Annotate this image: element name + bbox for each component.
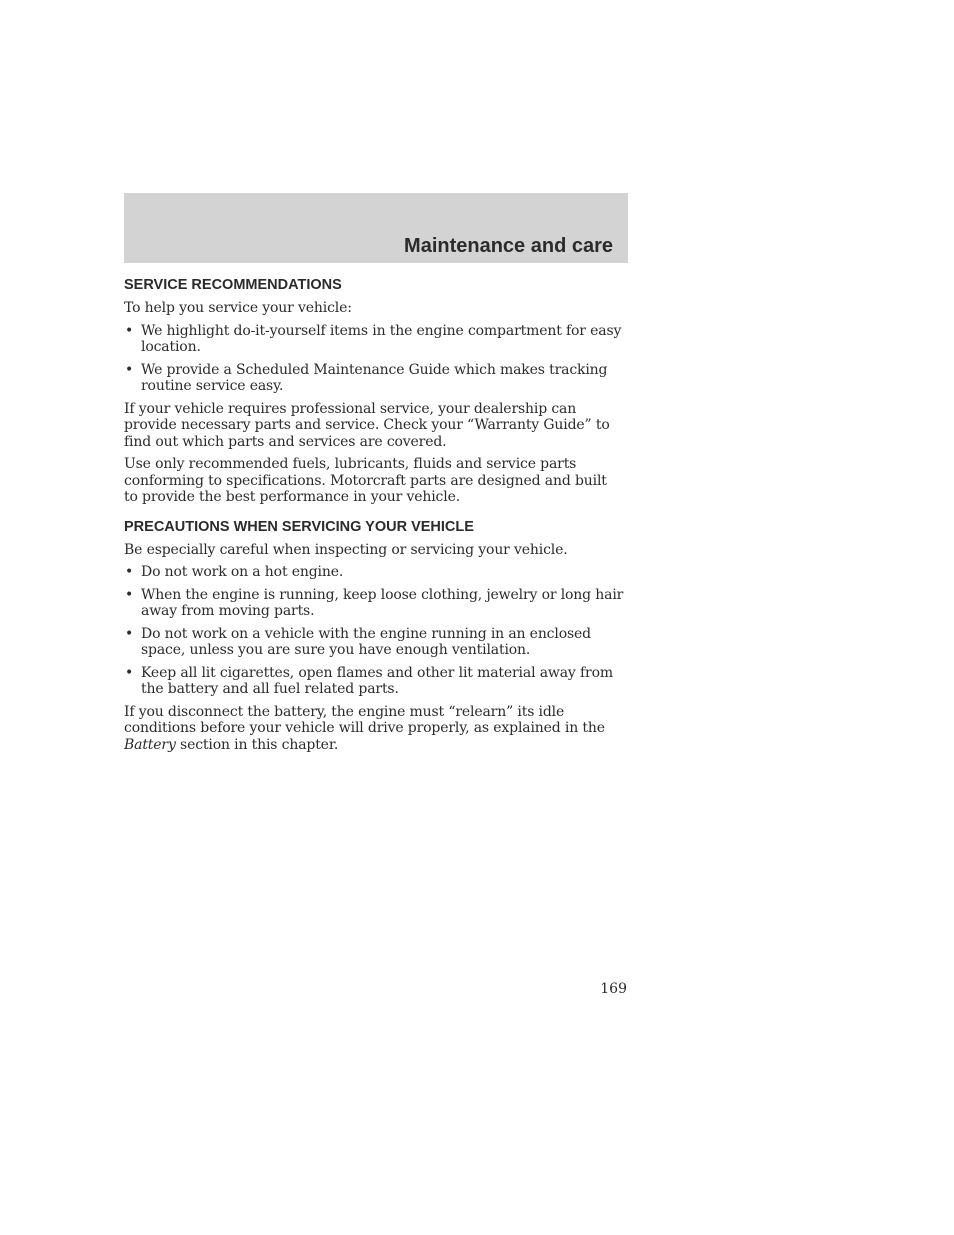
chapter-header-band <box>124 193 628 263</box>
battery-text-start: If you disconnect the battery, the engine must “relearn” its idle conditions before your vehicle will drive properly, as explained in the <box>124 703 605 736</box>
page-number: 169 <box>600 981 627 997</box>
section-intro: Be especially careful when inspecting or servicing your vehicle. <box>124 541 568 558</box>
list-item <box>124 665 624 698</box>
list-item <box>124 587 624 620</box>
bullet-icon: • <box>125 564 134 580</box>
section-intro: To help you service your vehicle: <box>124 300 352 316</box>
list-item-text: We provide a Scheduled Maintenance Guide which makes tracking routine service easy. <box>141 361 608 394</box>
battery-section-reference: Battery <box>124 736 176 753</box>
bullet-icon: • <box>125 586 134 603</box>
bullet-icon: • <box>125 625 134 642</box>
list-item-text: When the engine is running, keep loose clothing, jewelry or long hair away from moving parts. <box>141 586 624 619</box>
list-item-text: Do not work on a hot engine. <box>141 564 344 580</box>
section-heading-precautions: PRECAUTIONS WHEN SERVICING YOUR VEHICLE <box>124 518 474 535</box>
list-item <box>124 626 624 659</box>
page-content <box>124 276 624 759</box>
list-item <box>124 323 624 356</box>
section-heading-service-recommendations: SERVICE RECOMMENDATIONS <box>124 277 342 293</box>
list-item-text: We highlight do-it-yourself items in the engine compartment for easy location. <box>141 322 622 355</box>
list-item <box>124 564 624 581</box>
list-item <box>124 362 624 395</box>
bullet-icon: • <box>125 322 134 339</box>
bullet-list-service <box>124 323 624 395</box>
chapter-title: Maintenance and care <box>404 235 613 257</box>
list-item-text: Keep all lit cigarettes, open flames and other lit material away from the battery and all fuel related parts. <box>141 664 613 697</box>
list-item-text: Do not work on a vehicle with the engine running in an enclosed space, unless you are sure you have enough ventilation. <box>141 625 591 658</box>
battery-text-end: section in this chapter. <box>175 736 339 753</box>
bullet-icon: • <box>125 361 134 378</box>
paragraph-battery-relearn <box>124 704 624 754</box>
bullet-list-precautions <box>124 564 624 698</box>
bullet-icon: • <box>125 664 134 681</box>
paragraph-recommended-parts: Use only recommended fuels, lubricants, fluids and service parts conforming to specifications. Motorcraft parts are designed and built to provide the best performance in your vehicle. <box>124 456 607 505</box>
paragraph-professional-service: If your vehicle requires professional service, your dealership can provide necessary parts and service. Check your “Warranty Guide” to find out which parts and services are covered. <box>124 400 610 450</box>
